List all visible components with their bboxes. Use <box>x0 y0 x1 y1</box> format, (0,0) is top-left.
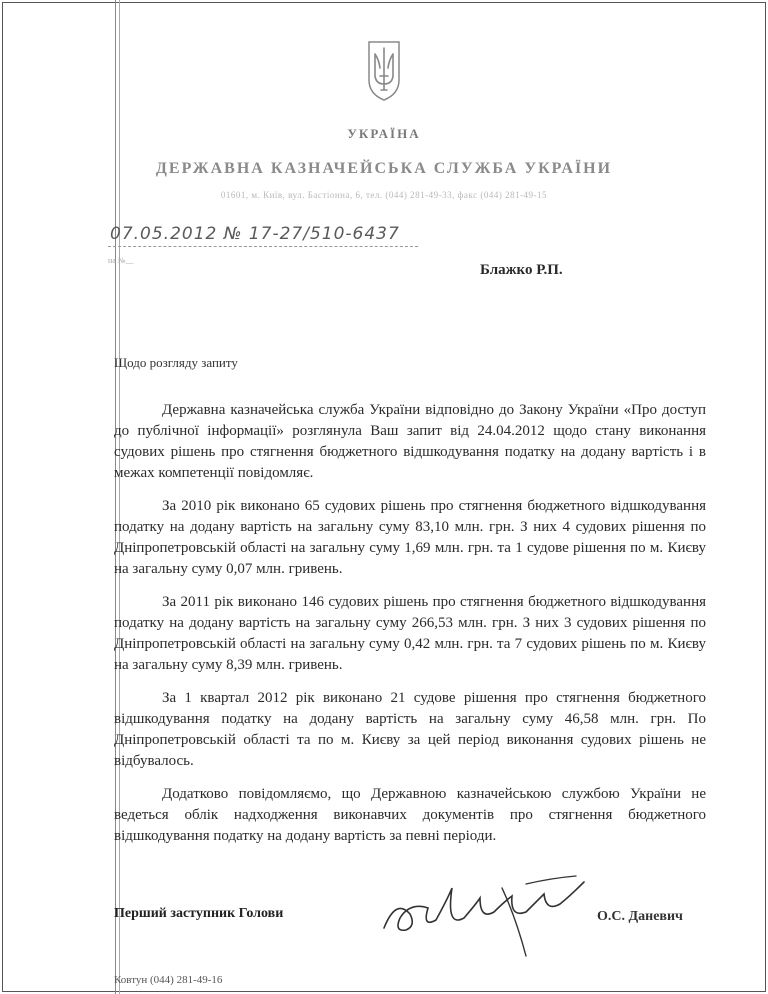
body-paragraph: За 2011 рік виконано 146 судових рішень про стягнення бюджетного відшкодування податку на додану вартість на загальну суму 266,53 млн. грн. З них 3 судових рішення по Дніпропетровській області на загальну суму 0,42 млн. грн. та 7 судових рішень по м. Києву на загальну суму 8,39 млн. гривень. <box>114 594 706 673</box>
header-organization: ДЕРЖАВНА КАЗНАЧЕЙСЬКА СЛУЖБА УКРАЇНИ <box>155 160 613 177</box>
subject-line: Щодо розгляду запиту <box>114 355 238 370</box>
registration-underline <box>108 246 418 248</box>
signer-name: О.С. Даневич <box>597 909 683 924</box>
body-paragraph: За 2010 рік виконано 65 судових рішень про стягнення бюджетного відшкодування податку на додану вартість на загальну суму 83,10 млн. грн. З них 4 судових рішення по Дніпропетровській області на загальну суму 1,69 млн. грн. та 1 судове рішення по м. Києву на загальну суму 0,07 млн. гривень. <box>114 498 706 577</box>
registration-number: 07.05.2012 № 17-27/510-6437 <box>110 224 400 244</box>
header-address: 01601, м. Київ, вул. Бастіонна, 6, тел. (044) 281-49-33, факс (044) 281-49-15 <box>220 190 548 200</box>
body-paragraph: Державна казначейська служба України відповідно до Закону України «Про доступ до публічної інформації» розглянула Ваш запит від 24.04.2012 щодо стану виконання судових рішень про стягнення бюджетного відшкодування податку на додану вартість і в межах компетенції повідомляє. <box>114 402 706 481</box>
body-paragraph: Додатково повідомляємо, що Державною казначейською службою України не ведеться облік надходження виконавчих документів про стягнення бюджетного відшкодування податку на додану вартість за певні періоди. <box>114 786 706 844</box>
trident-emblem-icon <box>366 40 402 102</box>
executor-contact: Ковтун (044) 281-49-16 <box>114 974 223 986</box>
body-paragraph: За 1 квартал 2012 рік виконано 21 судове рішення про стягнення бюджетного відшкодування податку на додану вартість на загальну суму 46,58 млн. грн. По Дніпропетровській області та по м. Києву за цей період виконання судових рішень не відбувалось. <box>114 690 706 769</box>
signer-position: Перший заступник Голови <box>114 906 284 921</box>
signature-scribble <box>376 868 591 960</box>
letter-body <box>114 400 706 859</box>
header-country: УКРАЇНА <box>347 126 421 141</box>
addressee: Блажко Р.П. <box>480 262 563 278</box>
reply-reference: на №__ <box>108 256 134 265</box>
